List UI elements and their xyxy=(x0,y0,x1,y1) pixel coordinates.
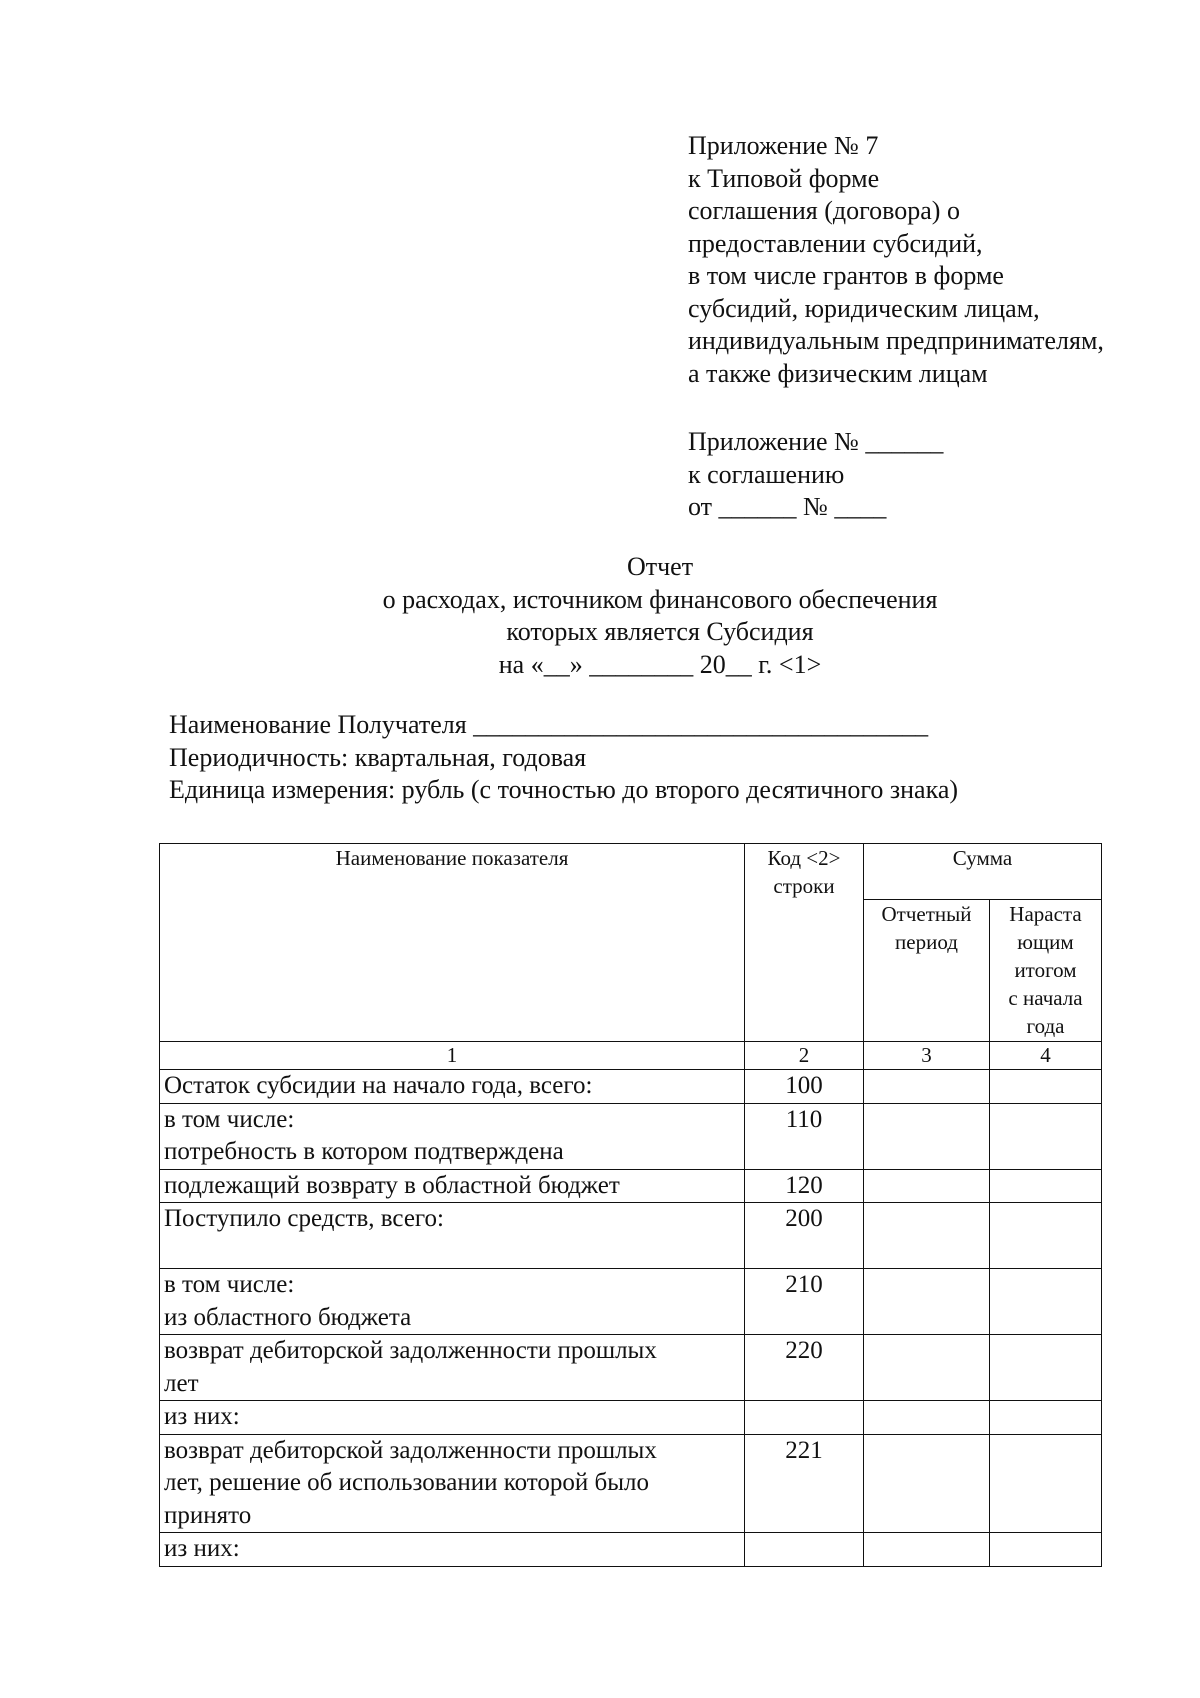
appendix-line: Приложение № 7 xyxy=(688,131,879,160)
sum-header-text: Сумма xyxy=(952,846,1013,870)
indicator-text: принято xyxy=(164,1501,252,1529)
cumulative-total-value-cell[interactable] xyxy=(990,1533,1102,1567)
cumulative-total-value-cell[interactable] xyxy=(990,1434,1102,1533)
cumulative-total-header-text: Нараста xyxy=(1009,902,1082,926)
appendix-line: в том числе грантов в форме xyxy=(688,261,1004,290)
table-row xyxy=(160,1335,1102,1401)
line-code-cell: 220 xyxy=(745,1335,864,1401)
indicator-text: лет, решение об использовании которой было xyxy=(164,1469,649,1496)
appendix-line: предоставлении субсидий, xyxy=(688,228,983,258)
reporting-period-value-cell[interactable] xyxy=(864,1401,990,1435)
indicator-text: из областного бюджета xyxy=(164,1303,412,1331)
reporting-period-value-cell[interactable] xyxy=(864,1169,990,1203)
cumulative-total-value-cell[interactable] xyxy=(990,1070,1102,1104)
indicator-name-cell xyxy=(160,1269,745,1335)
table-row xyxy=(160,1434,1102,1533)
line-code-header xyxy=(745,844,864,1042)
cumulative-total-header-text: итогом xyxy=(1014,958,1077,982)
indicator-text: потребность в котором подтверждена xyxy=(164,1138,564,1165)
cumulative-total-value-cell[interactable] xyxy=(990,1401,1102,1435)
cumulative-total-value-cell[interactable] xyxy=(990,1103,1102,1169)
reporting-period-header xyxy=(864,900,990,1042)
table-row xyxy=(160,1401,1102,1435)
table-row xyxy=(160,1533,1102,1567)
column-number: 2 xyxy=(745,1042,864,1070)
indicator-name-cell xyxy=(160,1169,745,1203)
header-row xyxy=(160,844,1102,900)
reporting-period-value-cell[interactable] xyxy=(864,1203,990,1269)
report-meta xyxy=(169,709,958,807)
indicator-text: из них: xyxy=(164,1403,240,1430)
line-code-cell xyxy=(745,1533,864,1567)
appendix-line: а также физическим лицам xyxy=(688,358,988,388)
indicator-text: возврат дебиторской задолженности прошлых xyxy=(164,1337,657,1364)
column-number: 3 xyxy=(864,1042,990,1070)
indicator-text: из них: xyxy=(164,1535,240,1562)
column-number: 1 xyxy=(160,1042,745,1070)
appendix-line: к Типовой форме xyxy=(688,163,880,193)
reporting-period-value-cell[interactable] xyxy=(864,1269,990,1335)
cumulative-total-value-cell[interactable] xyxy=(990,1203,1102,1269)
indicator-name-cell xyxy=(160,1434,745,1533)
appendix-line: индивидуальным предпринимателям, xyxy=(688,326,1104,355)
table-row xyxy=(160,1103,1102,1169)
indicator-name-header-text: Наименование показателя xyxy=(335,846,569,870)
expenses-report-table xyxy=(159,843,1102,1567)
column-number: 4 xyxy=(990,1042,1102,1070)
appendix-line: субсидий, юридическим лицам, xyxy=(688,293,1040,323)
report-title-line: на «__» ________ 20__ г. <1> xyxy=(498,649,822,679)
appendix-line: соглашения (договора) о xyxy=(688,196,960,225)
line-code-cell: 120 xyxy=(745,1169,864,1203)
reporting-period-value-cell[interactable] xyxy=(864,1070,990,1104)
table-row xyxy=(160,1169,1102,1203)
reporting-period-header-text: Отчетный xyxy=(881,902,972,926)
line-code-cell: 200 xyxy=(745,1203,864,1269)
reporting-period-header-text: период xyxy=(895,930,958,954)
reporting-period-value-cell[interactable] xyxy=(864,1533,990,1567)
unit-line: Единица измерения: рубль (с точностью до второго десятичного знака) xyxy=(169,775,959,804)
line-code-cell: 221 xyxy=(745,1434,864,1533)
line-code-cell xyxy=(745,1401,864,1435)
report-title-line: Отчет xyxy=(626,552,694,581)
line-code-cell: 210 xyxy=(745,1269,864,1335)
cumulative-total-header-text: ющим xyxy=(1017,930,1074,954)
agreement-line: от ______ № ____ xyxy=(688,492,887,521)
report-title-line: которых является Субсидия xyxy=(506,617,814,646)
cumulative-total-header-text: года xyxy=(1026,1014,1065,1038)
indicator-text: в том числе: xyxy=(164,1271,295,1298)
recipient-name-line: Наименование Получателя ___________________________________ xyxy=(169,710,929,739)
agreement-reference xyxy=(688,426,943,524)
indicator-text: в том числе: xyxy=(164,1105,295,1133)
sum-header xyxy=(864,844,1102,900)
table-row xyxy=(160,1269,1102,1335)
indicator-name-cell xyxy=(160,1401,745,1435)
column-number-row xyxy=(160,1042,1102,1070)
reporting-period-value-cell[interactable] xyxy=(864,1434,990,1533)
indicator-name-cell xyxy=(160,1103,745,1169)
reporting-period-value-cell[interactable] xyxy=(864,1335,990,1401)
cumulative-total-header xyxy=(990,900,1102,1042)
indicator-name-header xyxy=(160,844,745,1042)
line-code-cell: 100 xyxy=(745,1070,864,1104)
indicator-name-cell xyxy=(160,1070,745,1104)
indicator-name-cell xyxy=(160,1203,745,1269)
reporting-period-value-cell[interactable] xyxy=(864,1103,990,1169)
cumulative-total-value-cell[interactable] xyxy=(990,1169,1102,1203)
indicator-text: возврат дебиторской задолженности прошлых xyxy=(164,1436,657,1464)
report-title-line: о расходах, источником финансового обеспечения xyxy=(382,584,938,614)
cumulative-total-value-cell[interactable] xyxy=(990,1269,1102,1335)
line-code-header-text: Код <2> xyxy=(767,846,841,870)
line-code-header-text: строки xyxy=(773,874,835,898)
table-row xyxy=(160,1070,1102,1104)
cumulative-total-header-text: с начала xyxy=(1008,986,1083,1010)
indicator-name-cell xyxy=(160,1335,745,1401)
agreement-line: к соглашению xyxy=(688,459,845,489)
appendix-header xyxy=(688,130,1104,390)
table-row xyxy=(160,1203,1102,1269)
line-code-cell: 110 xyxy=(745,1103,864,1169)
indicator-text: Остаток субсидии на начало года, всего: xyxy=(164,1072,593,1099)
indicator-name-cell xyxy=(160,1533,745,1567)
agreement-line: Приложение № ______ xyxy=(688,427,944,456)
indicator-text: подлежащий возврату в областной бюджет xyxy=(164,1171,620,1199)
indicator-text: лет xyxy=(164,1369,199,1397)
cumulative-total-value-cell[interactable] xyxy=(990,1335,1102,1401)
indicator-text: Поступило средств, всего: xyxy=(164,1205,444,1232)
report-title xyxy=(0,551,1200,681)
periodicity-line: Периодичность: квартальная, годовая xyxy=(169,742,587,772)
